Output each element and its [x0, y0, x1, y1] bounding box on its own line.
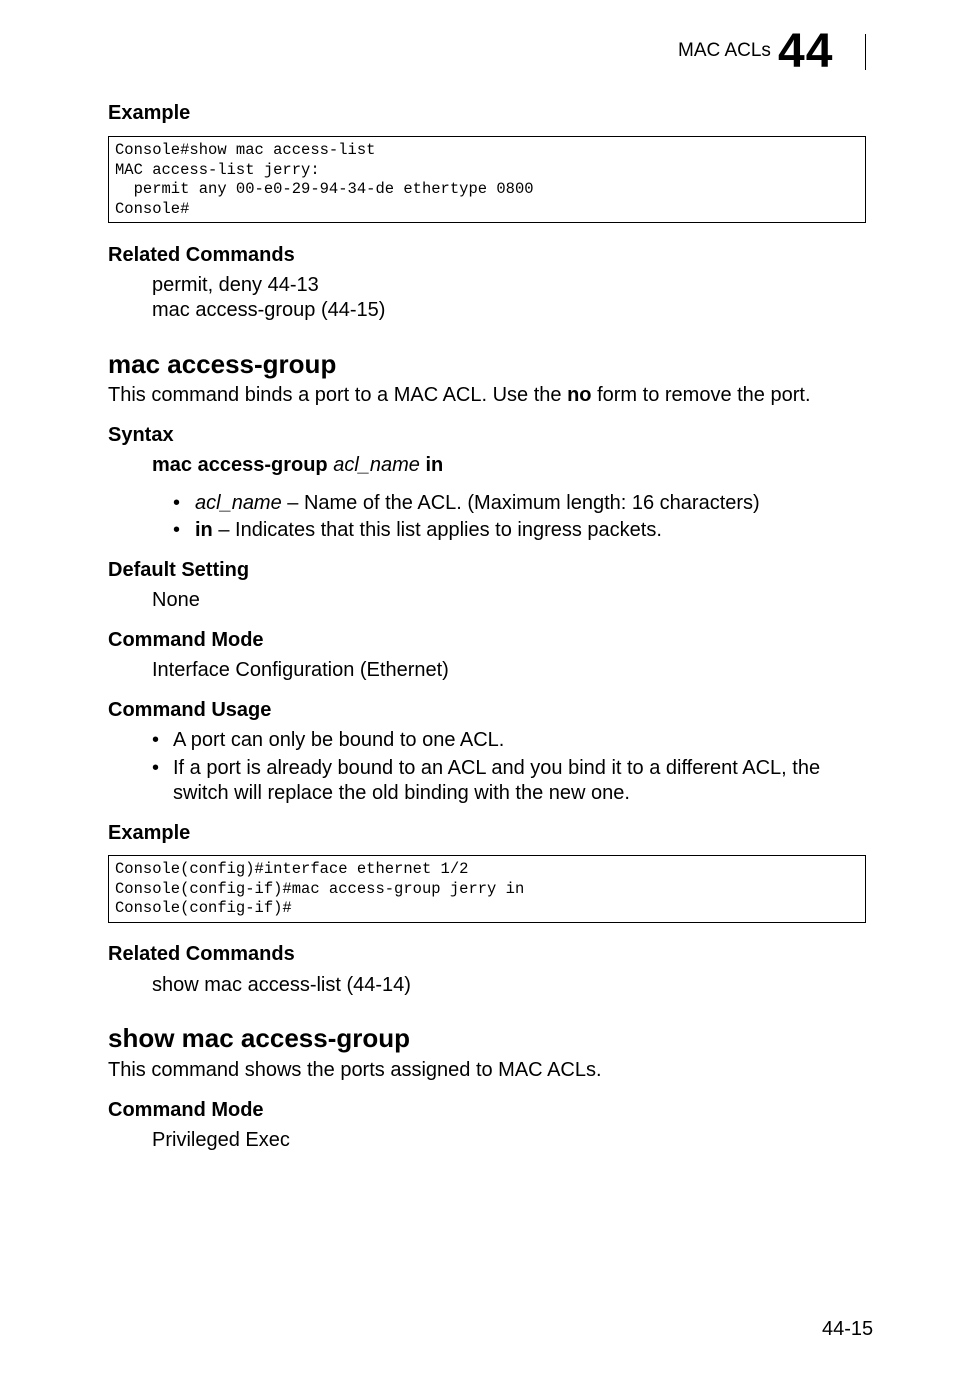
- syntax-keyword: in: [425, 454, 444, 476]
- description-keyword: no: [567, 384, 592, 406]
- command-mode-value: Privileged Exec: [152, 1129, 290, 1151]
- syntax-command: mac access-group: [152, 454, 328, 476]
- syntax-heading: Syntax: [108, 424, 174, 446]
- syntax-argument: acl_name: [333, 454, 420, 476]
- chapter-rule: [865, 34, 866, 70]
- chapter-number: 44: [778, 25, 834, 78]
- description-text: This command binds a port to a MAC ACL. Use the: [108, 384, 568, 406]
- default-setting-value: None: [152, 589, 200, 611]
- code-line: Console(config-if)#: [115, 899, 292, 917]
- usage-item: If a port is already bound to an ACL and you bind it to a different ACL, the: [173, 757, 821, 779]
- code-line: Console#show mac access-list: [115, 141, 376, 159]
- bullet-icon: •: [152, 729, 160, 751]
- param-desc: – Name of the ACL. (Maximum length: 16 characters): [281, 492, 760, 514]
- related-commands-heading: Related Commands: [108, 244, 295, 266]
- code-block-mac-access-group: [108, 855, 866, 923]
- param-item: [195, 492, 760, 515]
- command-mode-heading: Command Mode: [108, 629, 264, 651]
- param-item: [195, 519, 662, 542]
- param-term: acl_name: [195, 492, 282, 514]
- bullet-icon: •: [173, 492, 181, 514]
- default-setting-heading: Default Setting: [108, 559, 250, 581]
- command-mode-heading: Command Mode: [108, 1099, 264, 1121]
- usage-item: A port can only be bound to one ACL.: [173, 729, 505, 751]
- related-commands-heading: Related Commands: [108, 943, 295, 965]
- syntax-line: [152, 454, 443, 477]
- param-term: in: [195, 519, 213, 541]
- code-line: Console(config)#interface ethernet 1/2: [115, 860, 469, 878]
- command-title-mac-access-group: mac access-group: [108, 349, 337, 379]
- code-line: permit any 00-e0-29-94-34-de ethertype 0800: [115, 180, 534, 198]
- code-line: Console#: [115, 199, 190, 218]
- code-block-show-mac-access-list: [108, 136, 866, 223]
- command-description: [108, 384, 811, 407]
- example-heading: Example: [108, 102, 191, 124]
- bullet-icon: •: [152, 757, 160, 779]
- code-line: Console(config-if)#mac access-group jerry in: [115, 879, 525, 898]
- section-title: MAC ACLs: [678, 40, 771, 61]
- code-line: MAC access-list jerry:: [115, 160, 320, 179]
- command-usage-heading: Command Usage: [108, 699, 272, 721]
- command-mode-value: Interface Configuration (Ethernet): [152, 659, 449, 681]
- command-description: This command shows the ports assigned to MAC ACLs.: [108, 1059, 602, 1081]
- description-text: form to remove the port.: [591, 384, 811, 406]
- usage-item-continued: switch will replace the old binding with the new one.: [173, 782, 630, 804]
- related-command-item: permit, deny 44-13: [152, 274, 319, 296]
- example-heading: Example: [108, 822, 191, 844]
- related-command-item: show mac access-list (44-14): [152, 974, 411, 996]
- param-desc: – Indicates that this list applies to ingress packets.: [212, 519, 662, 541]
- bullet-icon: •: [173, 519, 181, 541]
- command-title-show-mac-access-group: show mac access-group: [108, 1023, 410, 1053]
- related-command-item: mac access-group (44-15): [152, 299, 386, 321]
- page-number: 44-15: [822, 1318, 874, 1340]
